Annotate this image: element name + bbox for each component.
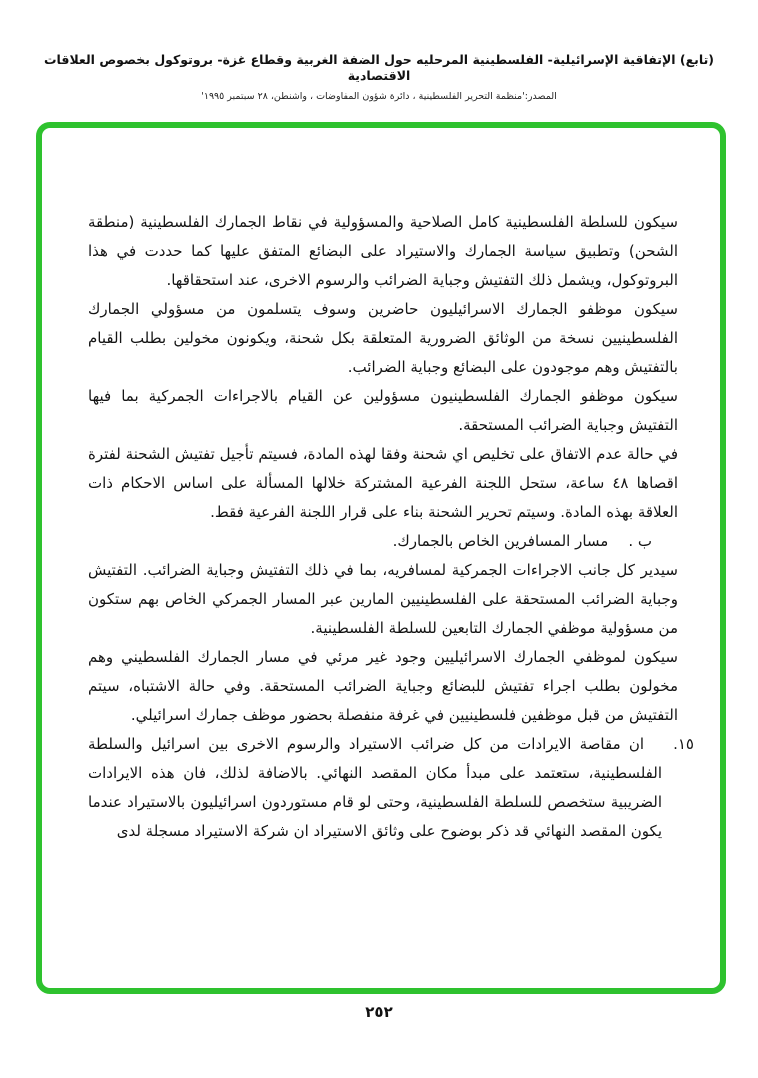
paragraph-palestinian-officials: سيكون موظفو الجمارك الفلسطينيون مسؤولين عن القيام بالاجراءات الجمركية بما فيها التفتيش وجباية الضرائب المستحقة.	[88, 387, 678, 434]
paragraph-israeli-officials: سيكون موظفو الجمارك الاسرائيليون حاضرين وسوف يتسلمون من مسؤولي الجمارك الفلسطينيين نسخة من الوثائق الضرورية المتعلقة بكل شحنة، ويكونون مخولين بطلب القيام بالتفتيش وهم موجودون على البضائع وجباية الضرائب.	[88, 300, 678, 376]
page-number: ٢٥٢	[365, 1003, 393, 1021]
paragraph-dispute-48h: في حالة عدم الاتفاق على تخليص اي شحنة وفقا لهذه المادة، فسيتم تأجيل تفتيش الشحنة لفترة اقصاها ٤٨ ساعة، ستحل اللجنة الفرعية المشتركة خلالها المسألة على اساس الاحكام ذات العلاقة بهذه المادة. وسيتم تحرير الشحنة بناء على قرار اللجنة الفرعية فقط.	[88, 445, 678, 521]
list-item-15	[88, 730, 694, 846]
paragraph-customs-authority: سيكون للسلطة الفلسطينية كامل الصلاحية والمسؤولية في نقاط الجمارك الفلسطينية (منطقة الشحن) وتطبيق سياسة الجمارك والاستيراد على البضائع المتفق عليها كما حددت في هذا البروتوكول، ويشمل ذلك التفتيش وجباية الضرائب والرسوم الاخرى، عند استحقاقها.	[88, 213, 678, 289]
list-item-b	[88, 527, 678, 556]
page-frame	[36, 122, 726, 994]
header-source: المصدر:'منظمة التحرير الفلسطينية ، دائرة شؤون المفاوضات ، واشنطن، ٢٨ سبتمبر ١٩٩٥'	[201, 91, 557, 102]
paragraph-invisible-presence: سيكون لموظفي الجمارك الاسرائيليين وجود غير مرئي في مسار الجمارك الفلسطيني وهم مخولون بطلب اجراء تفتيش للبضائع وجباية الضرائب المستحقة. وفي حالة الاشتباه، سيتم التفتيش من قبل موظفين فلسطينيين في غرفة منفصلة بحضور موظف جمارك اسرائيلي.	[88, 648, 678, 724]
document-header	[0, 52, 758, 102]
header-title: (تابع) الإتفاقية الإسرائيلية- الفلسطينية المرحليه حول الضفة الغربية وقطاع غزة- بروتوكول بخصوص العلاقات الاقتصادية	[44, 52, 714, 83]
list-item-15-marker: ١٥.	[673, 735, 694, 753]
list-item-15-text: ان مقاصة الايرادات من كل ضرائب الاستيراد والرسوم الاخرى بين اسرائيل والسلطة الفلسطينية، ستعتمد على مبدأ مكان المقصد النهائي. بالاضافة لذلك، فان هذه الايرادات الضريبية ستخصص للسلطة الفلسطينية، وحتى لو قام مستوردون اسرائيليون بالاستيراد عندما يكون المقصد النهائي قد ذكر بوضوح على وثائق الاستيراد ان شركة الاستيراد مسجلة لدى	[88, 735, 662, 840]
list-item-b-marker: ب .	[628, 532, 652, 550]
document-content	[42, 128, 720, 846]
list-item-b-text: مسار المسافرين الخاص بالجمارك.	[392, 532, 609, 550]
paragraph-travellers-lane: سيدير كل جانب الاجراءات الجمركية لمسافريه، بما في ذلك التفتيش وجباية الضرائب. التفتيش وجباية الضرائب المستحقة على الفلسطينيين المارين عبر المسار الجمركي الخاص بهم ستكون من مسؤولية موظفي الجمارك التابعين للسلطة الفلسطينية.	[88, 561, 678, 637]
